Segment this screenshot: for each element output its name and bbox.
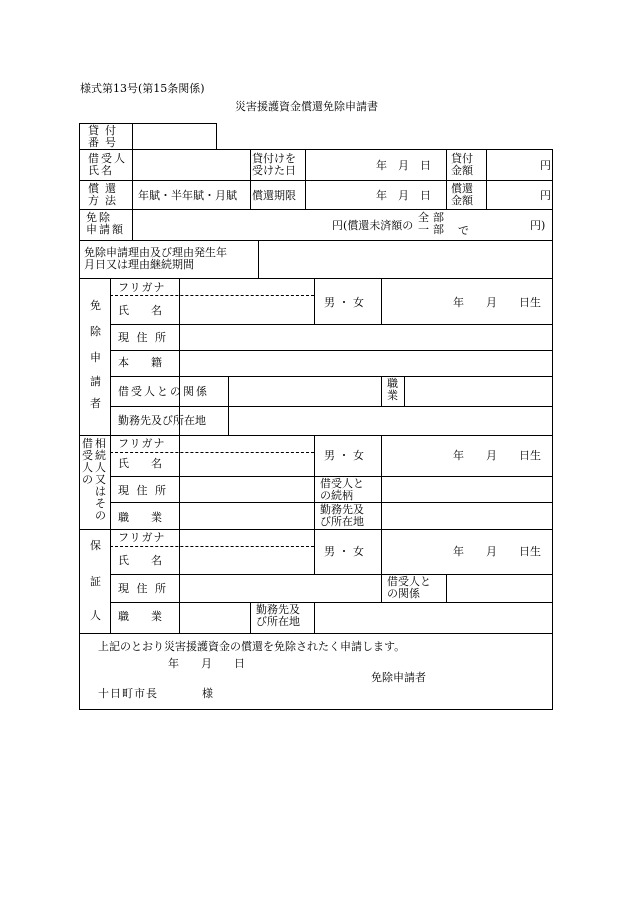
applicant-birth: 年 月 日生	[453, 296, 541, 309]
guarantor-gender: 男 ・ 女	[324, 545, 364, 558]
addressee-label: 十日町市長	[98, 687, 158, 700]
repay-amount-yen: 円	[540, 189, 551, 202]
loan-number-label: 貸付 番号	[88, 124, 122, 149]
repay-method-label: 償還 方法	[88, 182, 122, 207]
repay-period-value: 年 月 日	[376, 189, 431, 202]
applicant-workplace-label: 勤務先及び所在地	[118, 414, 206, 427]
applicant-occupation-label: 職 業	[387, 377, 398, 402]
heir-name-label: 氏 名	[118, 457, 162, 470]
applicant-domicile-label: 本 籍	[118, 356, 162, 369]
guarantor-furigana-label: フリガナ	[118, 531, 166, 544]
reason-label: 免除申請理由及び理由発生年 月日又は理由継続期間	[84, 246, 227, 271]
exempt-amount-text: 円(償還未済額の	[332, 219, 414, 232]
applicant-name-label: 氏 名	[118, 304, 162, 317]
statement-text: 上記のとおり災害援護資金の償還を免除されたく申請します。	[98, 640, 406, 653]
guarantor-relation-label: 借受人と の関係	[387, 575, 431, 600]
guarantor-birth: 年 月 日生	[453, 545, 541, 558]
guarantor-name-label: 氏 名	[118, 554, 162, 567]
loan-amount-label: 貸付 金額	[451, 152, 473, 177]
heir-workplace-label: 勤務先及 び所在地	[320, 503, 364, 528]
heir-birth: 年 月 日生	[453, 449, 541, 462]
applicant-signature-label: 免除申請者	[371, 671, 426, 684]
applicant-address-label: 現 住 所	[118, 331, 168, 344]
applicant-gender: 男 ・ 女	[324, 296, 364, 309]
loan-date-value: 年 月 日	[376, 159, 431, 172]
heir-occupation-label: 職 業	[118, 511, 162, 524]
application-date: 年 月 日	[168, 657, 245, 670]
loan-date-label: 貸付けを 受けた日	[252, 152, 296, 177]
applicant-relation-label: 借受人との関係	[118, 385, 209, 398]
loan-amount-yen: 円	[540, 159, 551, 172]
all-or-part: 全部 一部	[418, 211, 448, 236]
heir-furigana-label: フリガナ	[118, 437, 166, 450]
guarantor-occupation-label: 職 業	[118, 610, 162, 623]
repay-amount-label: 償還 金額	[451, 182, 473, 207]
guarantor-workplace-label: 勤務先及 び所在地	[256, 603, 300, 628]
applicant-furigana-label: フリガナ	[118, 281, 166, 294]
form-number: 様式第13号(第15条関係)	[80, 82, 205, 95]
de-text: で	[458, 224, 469, 237]
heir-relation-label: 借受人と の続柄	[320, 477, 364, 502]
repay-period-label: 償還期限	[252, 189, 296, 202]
guarantor-address-label: 現 住 所	[118, 582, 168, 595]
exempt-amount-yen: 円)	[530, 219, 546, 232]
form-title: 災害援護資金償還免除申請書	[235, 100, 378, 113]
borrower-name-label: 借受人 氏名	[88, 152, 127, 177]
addressee-honorific: 様	[202, 687, 213, 700]
heir-address-label: 現 住 所	[118, 484, 168, 497]
repay-method-value: 年賦・半年賦・月賦	[138, 189, 237, 202]
heir-gender: 男 ・ 女	[324, 449, 364, 462]
exempt-amount-label: 免除 申請額	[86, 211, 125, 236]
